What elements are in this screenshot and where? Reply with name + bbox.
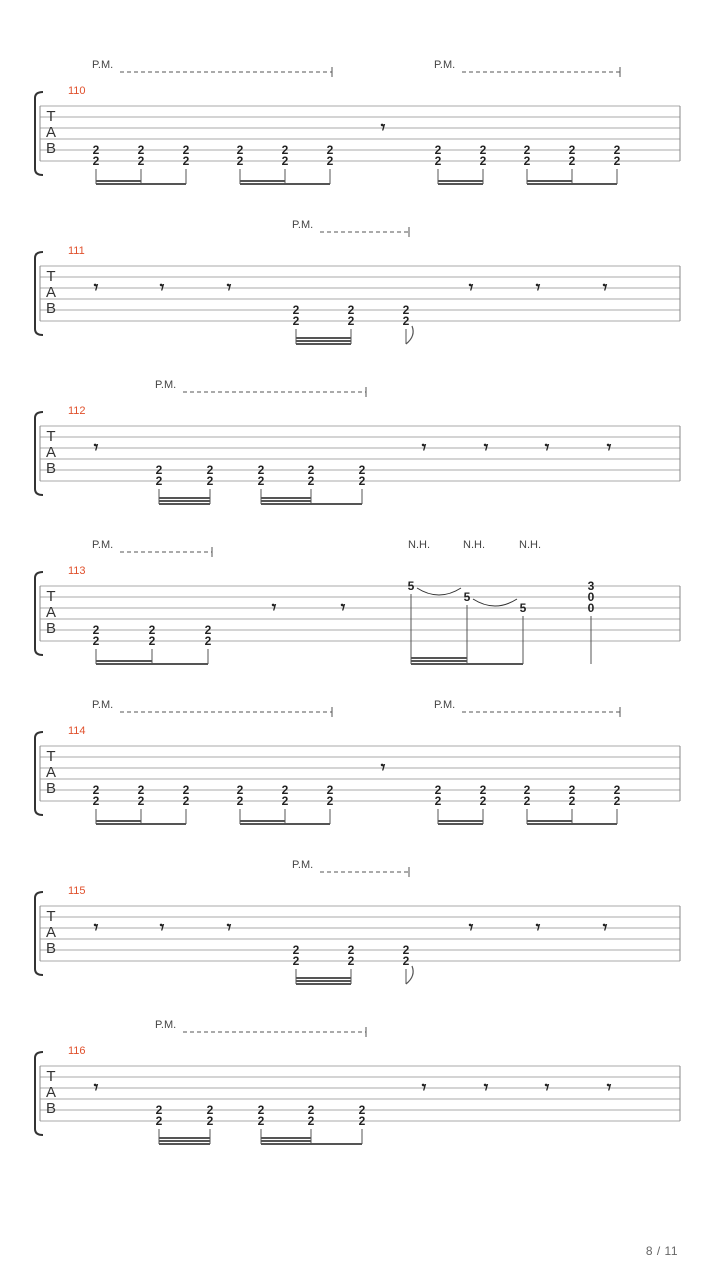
tab-clef-letter: B bbox=[45, 1100, 57, 1117]
fret-number: 2 bbox=[206, 1114, 214, 1128]
fret-number: 2 bbox=[358, 463, 366, 477]
fret-number: 2 bbox=[257, 463, 265, 477]
fret-number: 2 bbox=[148, 623, 156, 637]
palm-mute-label: P.M. bbox=[434, 699, 456, 711]
page-number bbox=[646, 1244, 678, 1258]
fret-number: 2 bbox=[402, 303, 410, 317]
fret-number: 2 bbox=[434, 154, 442, 168]
fret-number: 2 bbox=[137, 154, 145, 168]
fret-number: 2 bbox=[281, 143, 289, 157]
fret-number: 2 bbox=[155, 463, 163, 477]
eighth-rest-icon: 𝄾 bbox=[93, 1078, 99, 1098]
fret-number: 2 bbox=[236, 794, 244, 808]
fret-number: 2 bbox=[292, 943, 300, 957]
fret-number: 2 bbox=[523, 794, 531, 808]
palm-mute-label: P.M. bbox=[155, 379, 177, 391]
fret-number: 2 bbox=[92, 634, 100, 648]
tab-clef-letter: B bbox=[45, 780, 57, 797]
fret-number: 2 bbox=[137, 143, 145, 157]
fret-number: 2 bbox=[568, 154, 576, 168]
fret-number: 2 bbox=[292, 303, 300, 317]
measure-number: 114 bbox=[68, 725, 86, 737]
fret-number: 5 bbox=[519, 601, 527, 615]
fret-number: 2 bbox=[206, 463, 214, 477]
eighth-rest-icon: 𝄾 bbox=[226, 918, 232, 938]
eighth-rest-icon: 𝄾 bbox=[483, 1078, 489, 1098]
fret-number: 2 bbox=[358, 1114, 366, 1128]
tab-clef-letter: T bbox=[46, 1068, 56, 1085]
tab-clef-letter: B bbox=[45, 460, 57, 477]
fret-number: 2 bbox=[182, 783, 190, 797]
eighth-rest-icon: 𝄾 bbox=[93, 918, 99, 938]
tab-clef-letter: T bbox=[46, 108, 56, 125]
tab-clef-letter: A bbox=[45, 604, 57, 621]
tab-clef-letter: T bbox=[46, 268, 56, 285]
tab-clef-letter: T bbox=[46, 908, 56, 925]
fret-number: 2 bbox=[257, 1103, 265, 1117]
fret-number: 2 bbox=[613, 154, 621, 168]
fret-number: 2 bbox=[307, 1114, 315, 1128]
fret-number: 2 bbox=[347, 943, 355, 957]
measure-number: 115 bbox=[68, 885, 86, 897]
eighth-rest-icon: 𝄾 bbox=[226, 278, 232, 298]
fret-number: 3 bbox=[587, 579, 595, 593]
page-total: 11 bbox=[664, 1244, 678, 1258]
eighth-rest-icon: 𝄾 bbox=[602, 918, 608, 938]
page-current: 8 bbox=[645, 1244, 654, 1258]
palm-mute-label: P.M. bbox=[92, 699, 114, 711]
fret-number: 5 bbox=[407, 579, 415, 593]
system-bracket bbox=[35, 572, 43, 655]
note-flag bbox=[406, 326, 413, 344]
eighth-rest-icon: 𝄾 bbox=[606, 1078, 612, 1098]
tab-clef-letter: A bbox=[45, 924, 57, 941]
palm-mute-label: P.M. bbox=[292, 859, 314, 871]
palm-mute-label: P.M. bbox=[92, 539, 114, 551]
fret-number: 2 bbox=[479, 154, 487, 168]
eighth-rest-icon: 𝄾 bbox=[421, 1078, 427, 1098]
fret-number: 2 bbox=[326, 154, 334, 168]
fret-number: 2 bbox=[326, 794, 334, 808]
fret-number: 2 bbox=[155, 474, 163, 488]
eighth-rest-icon: 𝄾 bbox=[380, 118, 386, 138]
system-bracket bbox=[35, 1052, 43, 1135]
eighth-rest-icon: 𝄾 bbox=[535, 918, 541, 938]
tab-clef-letter: B bbox=[45, 300, 57, 317]
fret-number: 2 bbox=[568, 143, 576, 157]
fret-number: 2 bbox=[402, 954, 410, 968]
tab-clef-letter: A bbox=[45, 444, 57, 461]
fret-number: 2 bbox=[236, 143, 244, 157]
measure-number: 113 bbox=[68, 565, 86, 577]
fret-number: 2 bbox=[347, 954, 355, 968]
fret-number: 2 bbox=[479, 143, 487, 157]
fret-number: 2 bbox=[479, 794, 487, 808]
eighth-rest-icon: 𝄾 bbox=[606, 438, 612, 458]
fret-number: 2 bbox=[236, 783, 244, 797]
fret-number: 2 bbox=[434, 794, 442, 808]
fret-number: 2 bbox=[204, 623, 212, 637]
measure-number: 116 bbox=[68, 1045, 86, 1057]
fret-number: 2 bbox=[568, 794, 576, 808]
eighth-rest-icon: 𝄾 bbox=[159, 918, 165, 938]
tab-clef-letter: B bbox=[45, 940, 57, 957]
system-bracket bbox=[35, 892, 43, 975]
fret-number: 2 bbox=[402, 314, 410, 328]
fret-number: 2 bbox=[182, 154, 190, 168]
fret-number: 2 bbox=[281, 783, 289, 797]
fret-number: 2 bbox=[92, 623, 100, 637]
tab-clef-letter: A bbox=[45, 124, 57, 141]
fret-number: 2 bbox=[257, 474, 265, 488]
fret-number: 2 bbox=[613, 794, 621, 808]
eighth-rest-icon: 𝄾 bbox=[468, 918, 474, 938]
tab-clef-letter: T bbox=[46, 748, 56, 765]
fret-number: 2 bbox=[206, 1103, 214, 1117]
fret-number: 0 bbox=[587, 590, 595, 604]
fret-number: 2 bbox=[204, 634, 212, 648]
palm-mute-label: P.M. bbox=[155, 1019, 177, 1031]
fret-number: 2 bbox=[92, 154, 100, 168]
fret-number: 2 bbox=[347, 314, 355, 328]
measure-number: 112 bbox=[68, 405, 86, 417]
fret-number: 2 bbox=[523, 154, 531, 168]
fret-number: 2 bbox=[281, 794, 289, 808]
fret-number: 2 bbox=[307, 463, 315, 477]
harmonic-label: N.H. bbox=[519, 539, 541, 551]
fret-number: 2 bbox=[613, 143, 621, 157]
fret-number: 2 bbox=[326, 783, 334, 797]
fret-number: 2 bbox=[326, 143, 334, 157]
eighth-rest-icon: 𝄾 bbox=[271, 598, 277, 618]
eighth-rest-icon: 𝄾 bbox=[544, 1078, 550, 1098]
fret-number: 2 bbox=[307, 474, 315, 488]
measure-number: 110 bbox=[68, 85, 86, 97]
eighth-rest-icon: 𝄾 bbox=[340, 598, 346, 618]
eighth-rest-icon: 𝄾 bbox=[535, 278, 541, 298]
tie-arc bbox=[417, 588, 461, 595]
tab-clef-letter: A bbox=[45, 1084, 57, 1101]
system-bracket bbox=[35, 412, 43, 495]
harmonic-label: N.H. bbox=[408, 539, 430, 551]
fret-number: 2 bbox=[358, 1103, 366, 1117]
fret-number: 2 bbox=[155, 1114, 163, 1128]
fret-number: 2 bbox=[182, 143, 190, 157]
fret-number: 2 bbox=[155, 1103, 163, 1117]
fret-number: 2 bbox=[92, 783, 100, 797]
eighth-rest-icon: 𝄾 bbox=[93, 278, 99, 298]
fret-number: 2 bbox=[307, 1103, 315, 1117]
fret-number: 2 bbox=[292, 954, 300, 968]
palm-mute-label: P.M. bbox=[434, 59, 456, 71]
tie-arc bbox=[473, 599, 517, 606]
palm-mute-label: P.M. bbox=[92, 59, 114, 71]
fret-number: 2 bbox=[434, 783, 442, 797]
palm-mute-label: P.M. bbox=[292, 219, 314, 231]
system-bracket bbox=[35, 252, 43, 335]
eighth-rest-icon: 𝄾 bbox=[468, 278, 474, 298]
eighth-rest-icon: 𝄾 bbox=[602, 278, 608, 298]
tab-clef-letter: A bbox=[45, 764, 57, 781]
harmonic-label: N.H. bbox=[463, 539, 485, 551]
eighth-rest-icon: 𝄾 bbox=[159, 278, 165, 298]
fret-number: 2 bbox=[137, 783, 145, 797]
system-bracket bbox=[35, 92, 43, 175]
tab-clef-letter: T bbox=[46, 428, 56, 445]
fret-number: 2 bbox=[236, 154, 244, 168]
fret-number: 0 bbox=[587, 601, 595, 615]
fret-number: 2 bbox=[434, 143, 442, 157]
fret-number: 2 bbox=[568, 783, 576, 797]
fret-number: 2 bbox=[281, 154, 289, 168]
eighth-rest-icon: 𝄾 bbox=[483, 438, 489, 458]
fret-number: 2 bbox=[182, 794, 190, 808]
tab-clef-letter: T bbox=[46, 588, 56, 605]
measure-number: 111 bbox=[68, 245, 85, 257]
eighth-rest-icon: 𝄾 bbox=[93, 438, 99, 458]
system-bracket bbox=[35, 732, 43, 815]
tab-clef-letter: B bbox=[45, 140, 57, 157]
fret-number: 2 bbox=[92, 143, 100, 157]
page-separator: / bbox=[653, 1244, 665, 1258]
fret-number: 2 bbox=[523, 783, 531, 797]
fret-number: 2 bbox=[613, 783, 621, 797]
fret-number: 2 bbox=[479, 783, 487, 797]
fret-number: 2 bbox=[206, 474, 214, 488]
fret-number: 5 bbox=[463, 590, 471, 604]
fret-number: 2 bbox=[257, 1114, 265, 1128]
eighth-rest-icon: 𝄾 bbox=[380, 758, 386, 778]
tab-clef-letter: B bbox=[45, 620, 57, 637]
fret-number: 2 bbox=[523, 143, 531, 157]
fret-number: 2 bbox=[92, 794, 100, 808]
fret-number: 2 bbox=[347, 303, 355, 317]
eighth-rest-icon: 𝄾 bbox=[544, 438, 550, 458]
fret-number: 2 bbox=[148, 634, 156, 648]
fret-number: 2 bbox=[292, 314, 300, 328]
tab-clef-letter: A bbox=[45, 284, 57, 301]
eighth-rest-icon: 𝄾 bbox=[421, 438, 427, 458]
fret-number: 2 bbox=[137, 794, 145, 808]
fret-number: 2 bbox=[358, 474, 366, 488]
fret-number: 2 bbox=[402, 943, 410, 957]
note-flag bbox=[406, 966, 413, 984]
